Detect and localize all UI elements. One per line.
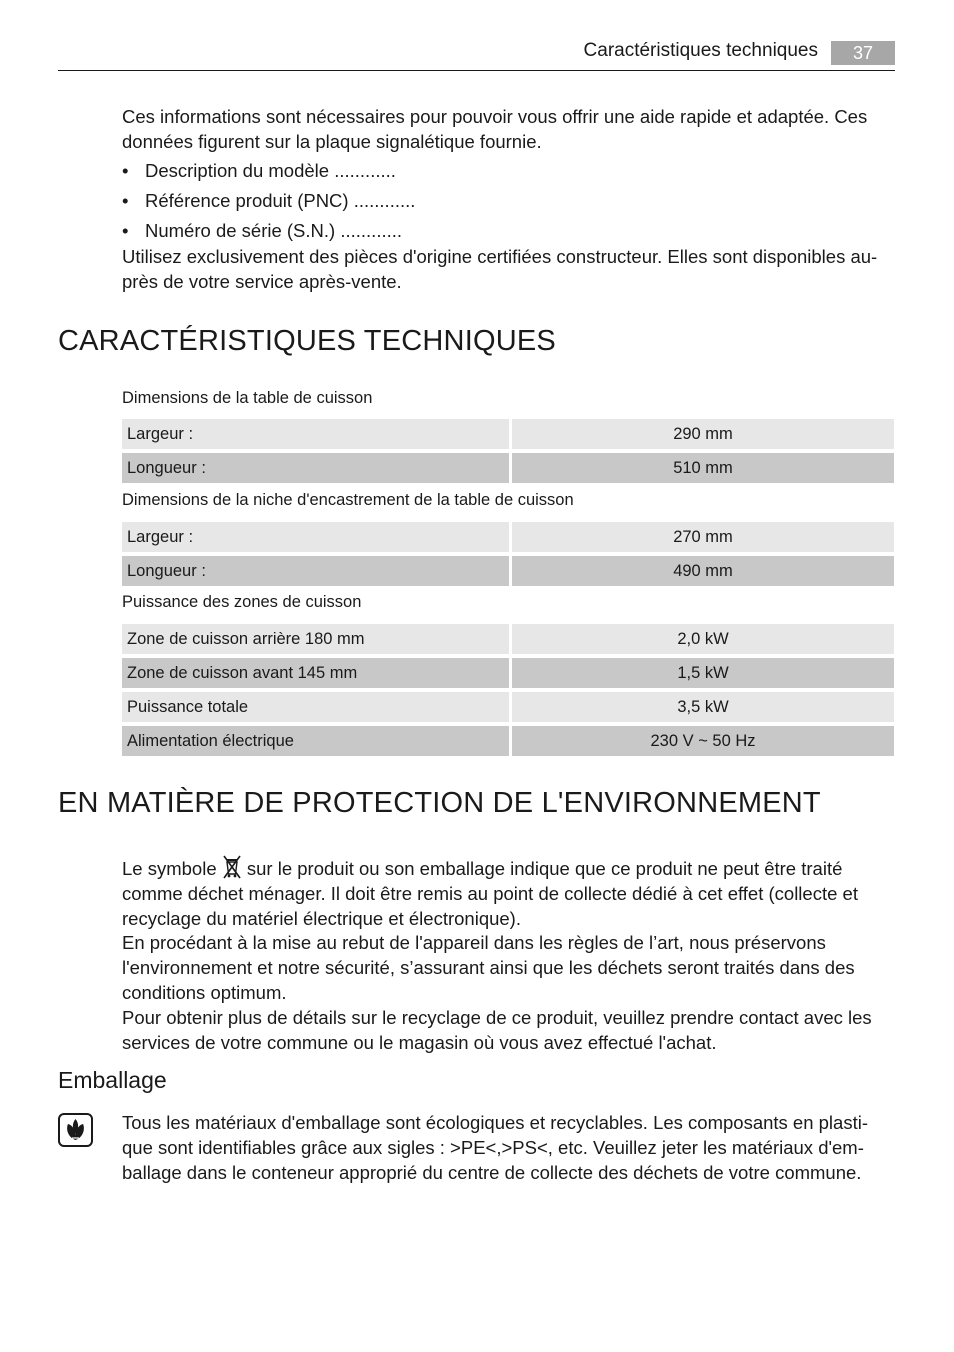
section-title-environment: EN MATIÈRE DE PROTECTION DE L'ENVIRONNEMENT [58,787,821,819]
page-number: 37 [831,41,895,65]
table-row: Zone de cuisson avant 145 mm 1,5 kW [122,658,894,688]
table-row: Alimentation électrique 230 V ~ 50 Hz [122,726,894,756]
packaging-paragraph: Tous les matériaux d'emballage sont écologiques et recyclables. Les composants en plasti-que sont identifiables grâce aux sigles : >PE<,>PS<, etc. Veuillez jeter les matériaux d'em-ballage dans le conteneur approprié du centre de collecte des déchets de votre commune. [122,1112,868,1183]
subsection-title-packaging: Emballage [58,1067,167,1093]
table-row: Zone de cuisson arrière 180 mm 2,0 kW [122,624,894,654]
table-row: Longueur : 510 mm [122,453,894,483]
running-header-title: Caractéristiques techniques [583,40,818,61]
list-item: • Numéro de série (S.N.) ............ [122,220,403,241]
table-row: Largeur : 290 mm [122,419,894,449]
environment-paragraph-1: Le symbole sur le produit ou son emballage indique que ce produit ne peut être traité comme déchet ménager. Il doit être remis au point de collecte dédié à cet effet (collecte et recyclage du matériel électrique et électronique). [122,855,894,931]
table-label: Puissance des zones de cuisson [122,593,362,611]
table-row: Puissance totale 3,5 kW [122,692,894,722]
intro-paragraph: Ces informations sont nécessaires pour pouvoir vous offrir une aide rapide et adaptée. Ces données figurent sur la plaque signalétique fournie. [122,106,868,152]
table-label: Dimensions de la table de cuisson [122,389,373,407]
header-rule [58,70,895,71]
parts-note: Utilisez exclusivement des pièces d'origine certifiées constructeur. Elles sont disponibles au-près de votre service après-vente. [122,246,878,292]
recycle-leaf-icon [58,1113,93,1147]
spec-table-hob [122,415,894,487]
spec-table-power [122,620,894,760]
spec-table-niche [122,518,894,590]
environment-paragraph-3: Pour obtenir plus de détails sur le recyclage de ce produit, veuillez prendre contact avec les services de votre commune ou le magasin où vous avez effectué l'achat. [122,1007,872,1053]
list-item: • Référence produit (PNC) ............ [122,190,416,211]
table-label: Dimensions de la niche d'encastrement de la table de cuisson [122,491,574,509]
list-item: • Description du modèle ............ [122,160,396,181]
environment-paragraph-2: En procédant à la mise au rebut de l'appareil dans les règles de l’art, nous préservons l'environnement et notre sécurité, s’assurant ainsi que les déchets seront traités dans des conditions optimum. [122,932,855,1003]
table-row: Longueur : 490 mm [122,556,894,586]
table-row: Largeur : 270 mm [122,522,894,552]
section-title-specs: CARACTÉRISTIQUES TECHNIQUES [58,325,556,357]
crossed-bin-icon [222,855,242,879]
